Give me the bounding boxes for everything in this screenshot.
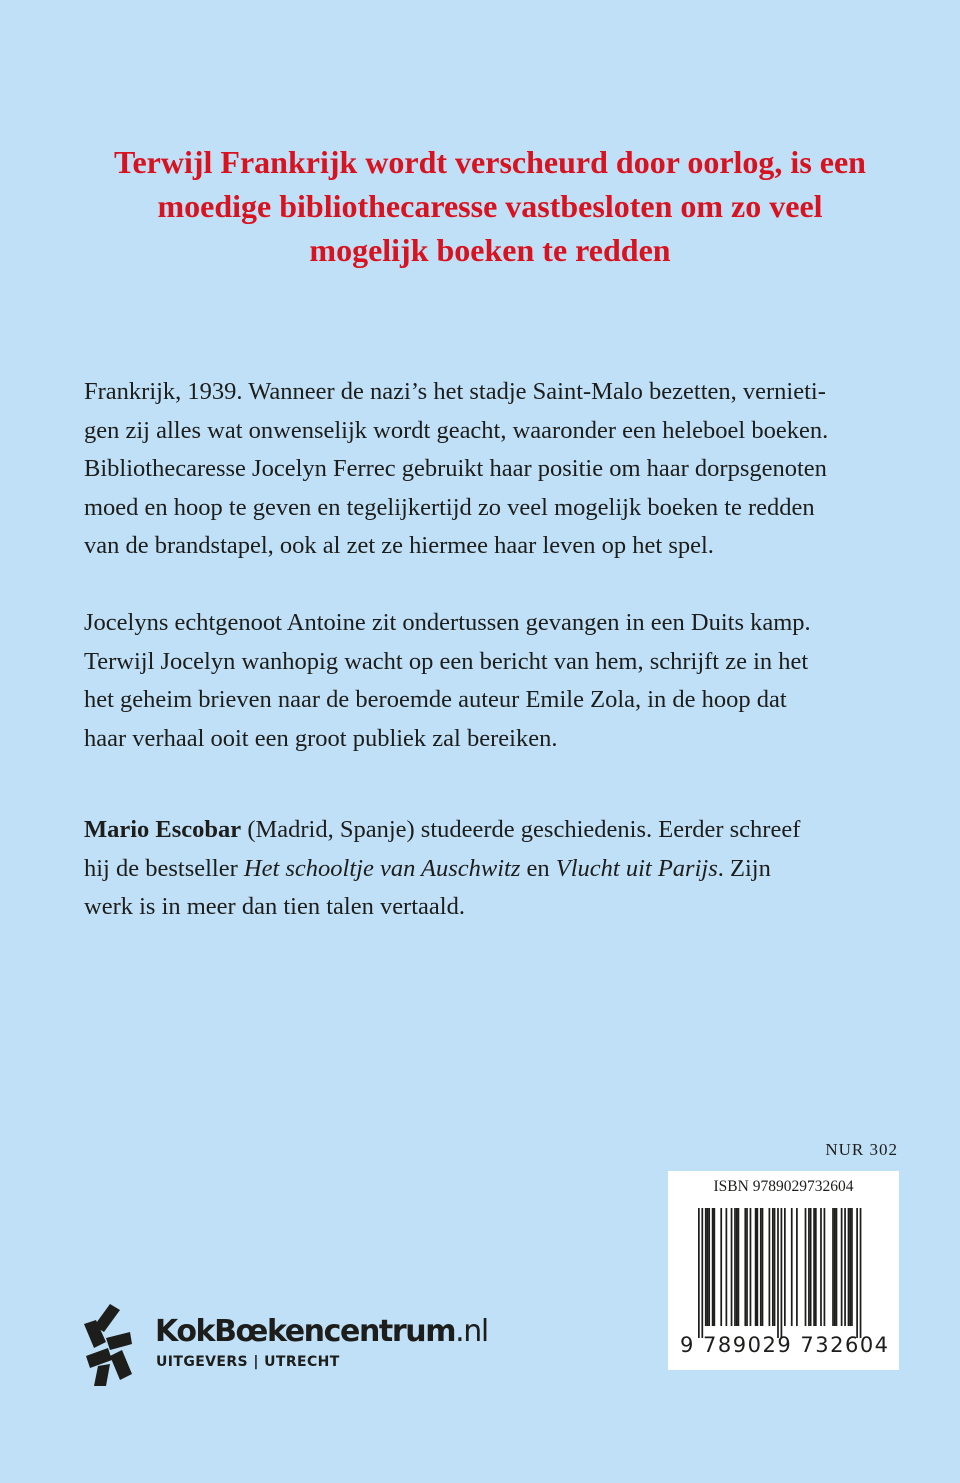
barcode-bar xyxy=(744,1208,746,1326)
synopsis-line: het geheim brieven naar de beroemde auteur Emile Zola, in de hoop dat xyxy=(84,686,787,713)
barcode-bar xyxy=(851,1208,853,1326)
barcode-bar xyxy=(734,1208,736,1326)
publisher-subline: UITGEVERS | UTRECHT xyxy=(156,1354,340,1370)
barcode-bar xyxy=(824,1208,826,1326)
barcode-bar xyxy=(820,1208,822,1326)
barcode-bar xyxy=(813,1208,815,1326)
barcode-bar xyxy=(774,1208,776,1326)
tagline-line: moedige bibliothecaresse vastbesloten om zo veel xyxy=(157,188,823,224)
barcode-bar xyxy=(796,1208,798,1326)
barcode-bar xyxy=(736,1208,738,1326)
author-bio-line xyxy=(84,850,914,889)
barcode-bar xyxy=(746,1208,748,1326)
barcode-bar xyxy=(841,1208,843,1326)
barcode-bar xyxy=(805,1208,807,1326)
barcode-bar xyxy=(713,1208,715,1326)
barcode-bar xyxy=(784,1208,786,1326)
barcode-bar xyxy=(738,1208,740,1326)
synopsis-line: haar verhaal ooit een groot publiek zal bereiken. xyxy=(84,724,558,752)
barcode-bar xyxy=(760,1208,762,1326)
barcode-bar xyxy=(750,1208,752,1326)
nur-code: NUR 302 xyxy=(825,1140,898,1159)
barcode-digits: 9 789029 732604 xyxy=(680,1333,890,1357)
synopsis-line: van de brandstapel, ook al zet ze hiermee haar leven op het spel. xyxy=(84,532,714,559)
barcode-bar xyxy=(856,1208,858,1338)
synopsis-line: moed en hoop te geven en tegelijkertijd zo veel mogelijk boeken te redden xyxy=(84,493,815,521)
publisher-name xyxy=(155,1314,488,1349)
barcode-bar xyxy=(720,1208,722,1326)
barcode-bar xyxy=(731,1208,733,1326)
publisher-logo xyxy=(80,1302,500,1392)
book-title-2: Vlucht uit Parijs xyxy=(555,854,718,882)
tagline-line: mogelijk boeken te redden xyxy=(309,232,671,268)
author-bio xyxy=(84,811,914,927)
publisher-name-tld: .nl xyxy=(455,1314,488,1349)
barcode-bar xyxy=(815,1208,817,1326)
publisher-mark-icon xyxy=(80,1302,136,1388)
barcode-bar xyxy=(832,1208,834,1326)
synopsis-line: Jocelyns echtgenoot Antoine zit ondertussen gevangen in een Duits kamp. xyxy=(84,609,811,636)
barcode-bar xyxy=(860,1208,862,1338)
barcode-bar xyxy=(705,1208,707,1326)
isbn-label: ISBN 9789029732604 xyxy=(713,1178,854,1195)
barcode-bar xyxy=(810,1208,812,1326)
author-bio-text: hij de bestseller xyxy=(84,854,244,882)
synopsis-paragraph-1 xyxy=(84,373,914,566)
synopsis-line: Bibliothecaresse Jocelyn Ferrec gebruikt haar positie om haar dorpsgenoten xyxy=(84,455,827,482)
barcode-bar xyxy=(708,1208,710,1326)
barcode-bar xyxy=(849,1208,851,1326)
tagline xyxy=(60,140,920,272)
barcode-bar xyxy=(769,1208,771,1326)
barcode-bar xyxy=(707,1208,709,1326)
author-bio-text: (Madrid, Spanje) studeerde geschiedenis. Eerder schreef xyxy=(241,816,801,843)
synopsis-line: Frankrijk, 1939. Wanneer de nazi’s het stadje Saint-Malo bezetten, vernieti- xyxy=(84,378,826,405)
barcode-bar xyxy=(712,1208,714,1326)
author-bio-line: werk is in meer dan tien talen vertaald. xyxy=(84,893,465,920)
barcode-bar xyxy=(701,1208,703,1338)
barcode-bar xyxy=(726,1208,728,1326)
tagline-line: Terwijl Frankrijk wordt verscheurd door oorlog, is een xyxy=(114,144,866,180)
author-name: Mario Escobar xyxy=(84,816,242,843)
synopsis-line: Terwijl Jocelyn wanhopig wacht op een bericht van hem, schrijft ze in het xyxy=(84,647,809,675)
synopsis-line: gen zij alles wat onwenselijk wordt geacht, waaronder een heleboel boeken. xyxy=(84,416,829,444)
author-bio-text: . Zijn xyxy=(717,854,771,882)
barcode-bar xyxy=(834,1208,836,1326)
author-bio-text: en xyxy=(520,854,556,882)
barcode-bar xyxy=(836,1208,838,1326)
barcode-bar xyxy=(848,1208,850,1326)
isbn-barcode xyxy=(668,1171,899,1370)
barcode-bar xyxy=(791,1208,793,1326)
book-title-1: Het schooltje van Auschwitz xyxy=(243,854,521,882)
barcode-bar xyxy=(844,1208,846,1326)
barcode-bar xyxy=(698,1208,700,1338)
author-bio-line xyxy=(84,811,914,850)
barcode-bar xyxy=(772,1208,774,1326)
synopsis-paragraph-2 xyxy=(84,604,914,758)
barcode-bar xyxy=(755,1208,757,1326)
barcode-bar xyxy=(777,1208,779,1338)
barcode-bar xyxy=(762,1208,764,1326)
barcode-bar xyxy=(808,1208,810,1326)
publisher-name-main: KokBœkencentrum xyxy=(155,1314,456,1349)
barcode-bar xyxy=(756,1208,758,1326)
barcode-bar xyxy=(781,1208,783,1338)
